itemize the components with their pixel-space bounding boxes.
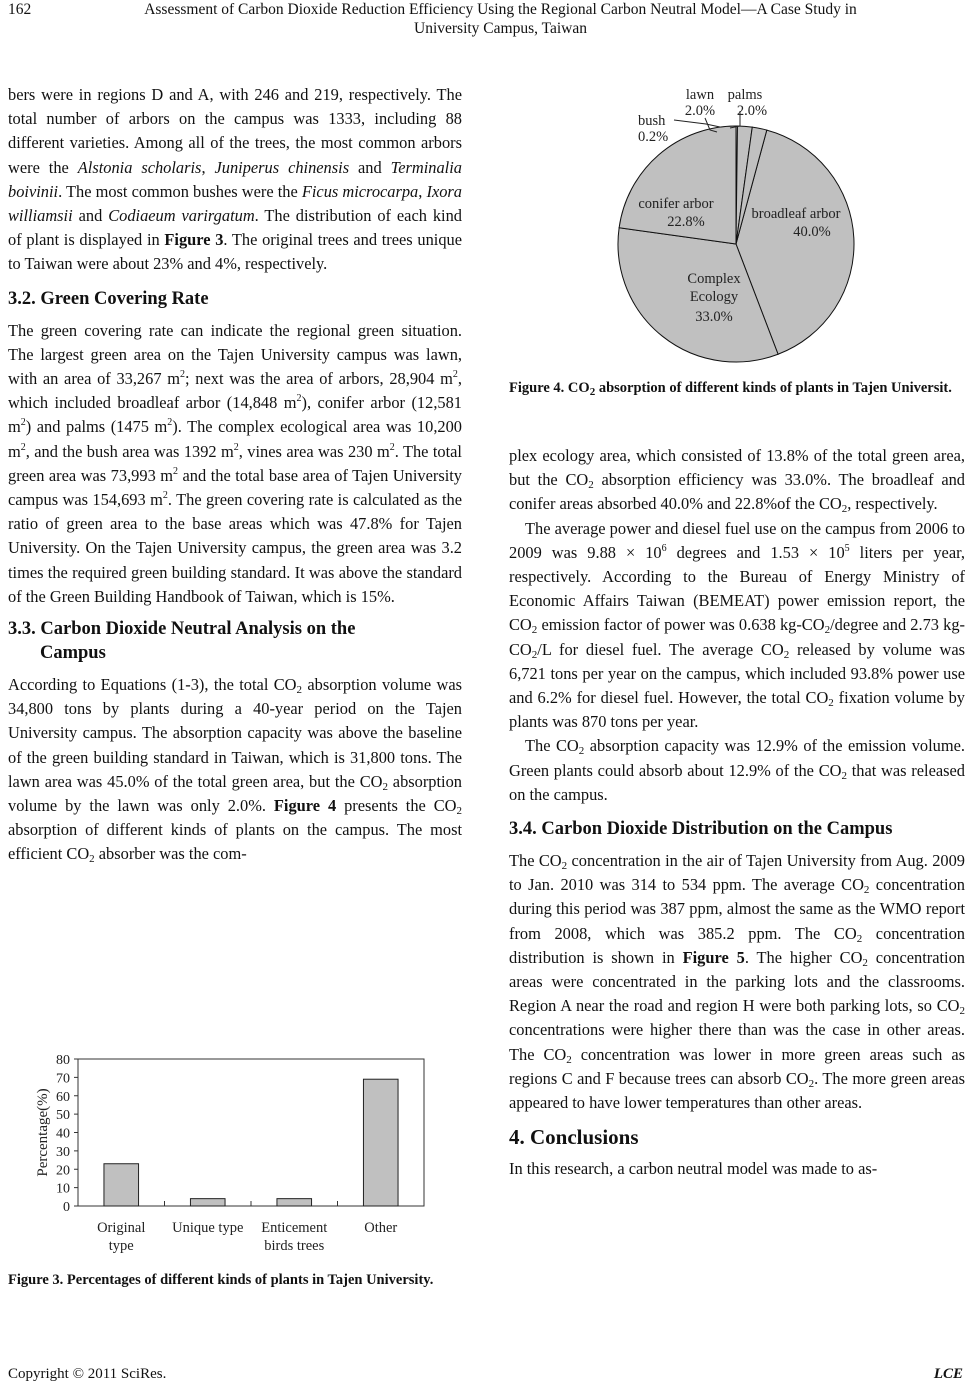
pie-label: Ecology (689, 289, 739, 305)
figure-5-reference[interactable]: Figure 5 (682, 947, 745, 967)
figure-4-caption: Figure 4. $CO_2$ absorption of different kinds of plants in Tajen Universit. (509, 380, 952, 398)
figure-3-caption: Figure 3. Percentages of different kinds of plants in Tajen University. (8, 1272, 434, 1288)
right-column (509, 444, 965, 1182)
y-tick-label: 0 (63, 1200, 70, 1215)
pie-label: 40.0% (793, 224, 831, 240)
footer-copyright: Copyright © 2011 SciRes. (8, 1366, 167, 1382)
y-tick-label: 50 (56, 1108, 70, 1124)
page-number: 162 (8, 1, 32, 18)
pie-label: bush (638, 113, 666, 129)
pie-label: 2.0% (684, 103, 716, 119)
figure-3-bar-chart (32, 1046, 430, 1258)
figure-4-reference[interactable]: Figure 4 (273, 796, 337, 816)
paragraph-conclusions: In this research, a carbon neutral model was made to as- (509, 1159, 878, 1179)
section-heading-3-2: 3.2. Green Covering Rate (8, 288, 209, 309)
pie-label: broadleaf arbor (751, 206, 841, 222)
x-tick-label: Original (97, 1220, 146, 1236)
x-tick-label: Enticement (261, 1220, 328, 1236)
x-tick-label: type (108, 1238, 134, 1254)
y-tick-label: 30 (56, 1144, 70, 1160)
pie-label: 22.8% (667, 214, 705, 230)
y-axis-label: Percentage(%) (35, 1088, 51, 1177)
left-column (8, 83, 462, 867)
y-tick-label: 60 (56, 1089, 70, 1105)
paragraph-power-diesel: The average power and diesel fuel use on the campus from 2006 to 2009 was $9.88 \times 10^6$ degrees and $1.53 \times 10^5$ liters per year, respectively. According to the Bureau of Energy Ministry of Economic Affairs Taiwan (BEMEAT) power emission report, the $CO_2$ emission factor of power was 0.638 $kg-CO_2$/degree and 2.73 $kg-CO_2/L$ for diesel fuel. The average $CO_2$ released by volume was 6,721 tons per year on the campus, which included 93.8% power use and 6.2% for diesel fuel. However, the total $CO_2$ fixation volume by plants was 870 tons per year. (509, 518, 966, 732)
y-tick-label: 10 (56, 1181, 70, 1197)
bar (277, 1199, 312, 1206)
bar (104, 1164, 139, 1206)
x-tick-label: Unique type (172, 1220, 244, 1236)
pie-label: conifer arbor (638, 196, 714, 212)
bar (363, 1079, 398, 1206)
footer-journal: LCE (933, 1366, 963, 1382)
y-tick-label: 80 (56, 1053, 70, 1068)
paragraph-co2-neutral: According to Equations (1-3), the total $CO_2$ absorption volume was 34,800 tons by plants during a 40-year period on the Tajen University campus. The absorption capacity was above the baseline of the green building standard in Taiwan, which is 31,800 tons. The lawn area was 45.0% of the total green area, but the $CO_2$ absorption volume by the lawn was only 2.0%. Figure 4 presents the $CO_2$ absorption of different kinds of plants on the campus. The most efficient $CO_2$ absorber was the com- (8, 675, 462, 866)
x-tick-label: Other (364, 1220, 398, 1236)
paragraph-plant-distribution: bers were in regions D and A, with 246 and 219, respectively. The total number of arbors on the campus was 1333, including 88 different varieties. Among all of the trees, the most common arbors were the Alstonia scholaris, Juniperus chinensis and Terminalia boivinii. The most common bushes were the Ficus microcarpa, Ixora williamsii and Codiaeum varirgatum. The distribution of each kind of plant is displayed in Figure 3. The original trees and trees unique to Taiwan were about 23% and 4%, respectively. (8, 85, 462, 274)
paragraph-complex-ecology: plex ecology area, which consisted of 13.8% of the total green area, but the $CO_2$ absorption efficiency was 33.0%. The broadleaf and conifer areas absorbed 40.0% and 22.8%of the $CO_2$, respectively. (509, 446, 965, 516)
paragraph-absorption-capacity: The $CO_2$ absorption capacity was 12.9% of the emission volume. Green plants could absorb about 12.9% of the $CO_2$ that was released on the campus. (509, 736, 965, 804)
section-heading-3-3: 3.3. Carbon Dioxide Neutral Analysis on the Campus (8, 619, 356, 664)
bar (190, 1199, 225, 1206)
pie-label: 2.0% (736, 103, 768, 119)
running-title-line2: University Campus, Taiwan (414, 20, 587, 37)
pie-label: Complex (687, 271, 741, 287)
x-tick-label: birds trees (264, 1238, 325, 1254)
running-header (8, 0, 963, 38)
paragraph-co2-distribution: The $CO_2$ concentration in the air of Tajen University from Aug. 2009 to Jan. 2010 was 314 to 534 ppm. The average $CO_2$ concentration during this period was 387 ppm, almost the same as the WMO report from 2008, which was 385.2 ppm. The $CO_2$ concentration distribution is shown in Figure 5. The higher $CO_2$ concentration areas were concentrated in the parking lots and the classrooms. Region A near the road and region H were both parking lots, so $CO_2$ concentrations were higher there than was the case in other areas. The $CO_2$ concentration was lower in more green areas such as regions C and F because trees can absorb $CO_2$. The more green areas appeared to have lower temperatures than other areas. (509, 851, 966, 1113)
section-heading-3-4: 3.4. Carbon Dioxide Distribution on the Campus (509, 819, 893, 840)
section-heading-4: 4. Conclusions (509, 1125, 639, 1150)
pie-label: 33.0% (695, 309, 733, 325)
running-title (8, 0, 963, 38)
y-tick-label: 70 (56, 1071, 70, 1087)
pie-label: 0.2% (638, 129, 669, 145)
figure-3-reference[interactable]: Figure 3 (164, 230, 224, 250)
running-title-line1: Assessment of Carbon Dioxide Reduction Efficiency Using the Regional Carbon Neutral Model—A Case Study in (144, 1, 857, 18)
figure-4-pie-chart (612, 78, 858, 366)
y-tick-label: 40 (56, 1126, 70, 1142)
pie-label: palms (727, 87, 763, 103)
y-tick-label: 20 (56, 1163, 70, 1179)
paragraph-green-covering: The green covering rate can indicate the regional green situation. The largest green area on the Tajen University campus was lawn, with an area of 33,267 $m^2$; next was the area of arbors, 28,904 $m^2$, which included broadleaf arbor (14,848 $m^2$), conifer arbor (12,581 $m^2$) and palms (1475 $m^2$). The complex ecological area was 10,200 $m^2$, and the bush area was 1392 $m^2$, vines area was 230 $m^2$. The total green area was 73,993 $m^2$ and the total base area of Tajen University campus was 154,693 $m^2$. The green covering rate is calculated as the ratio of green area to the base areas which was 47.8% for Tajen University. On the Tajen University campus, the green area was 3.2 times the required green building standard. It was above the standard of the Green Building Handbook of Taiwan, which is 15%. (8, 320, 463, 606)
pie-label: lawn (685, 87, 715, 103)
leader-line (674, 120, 720, 127)
